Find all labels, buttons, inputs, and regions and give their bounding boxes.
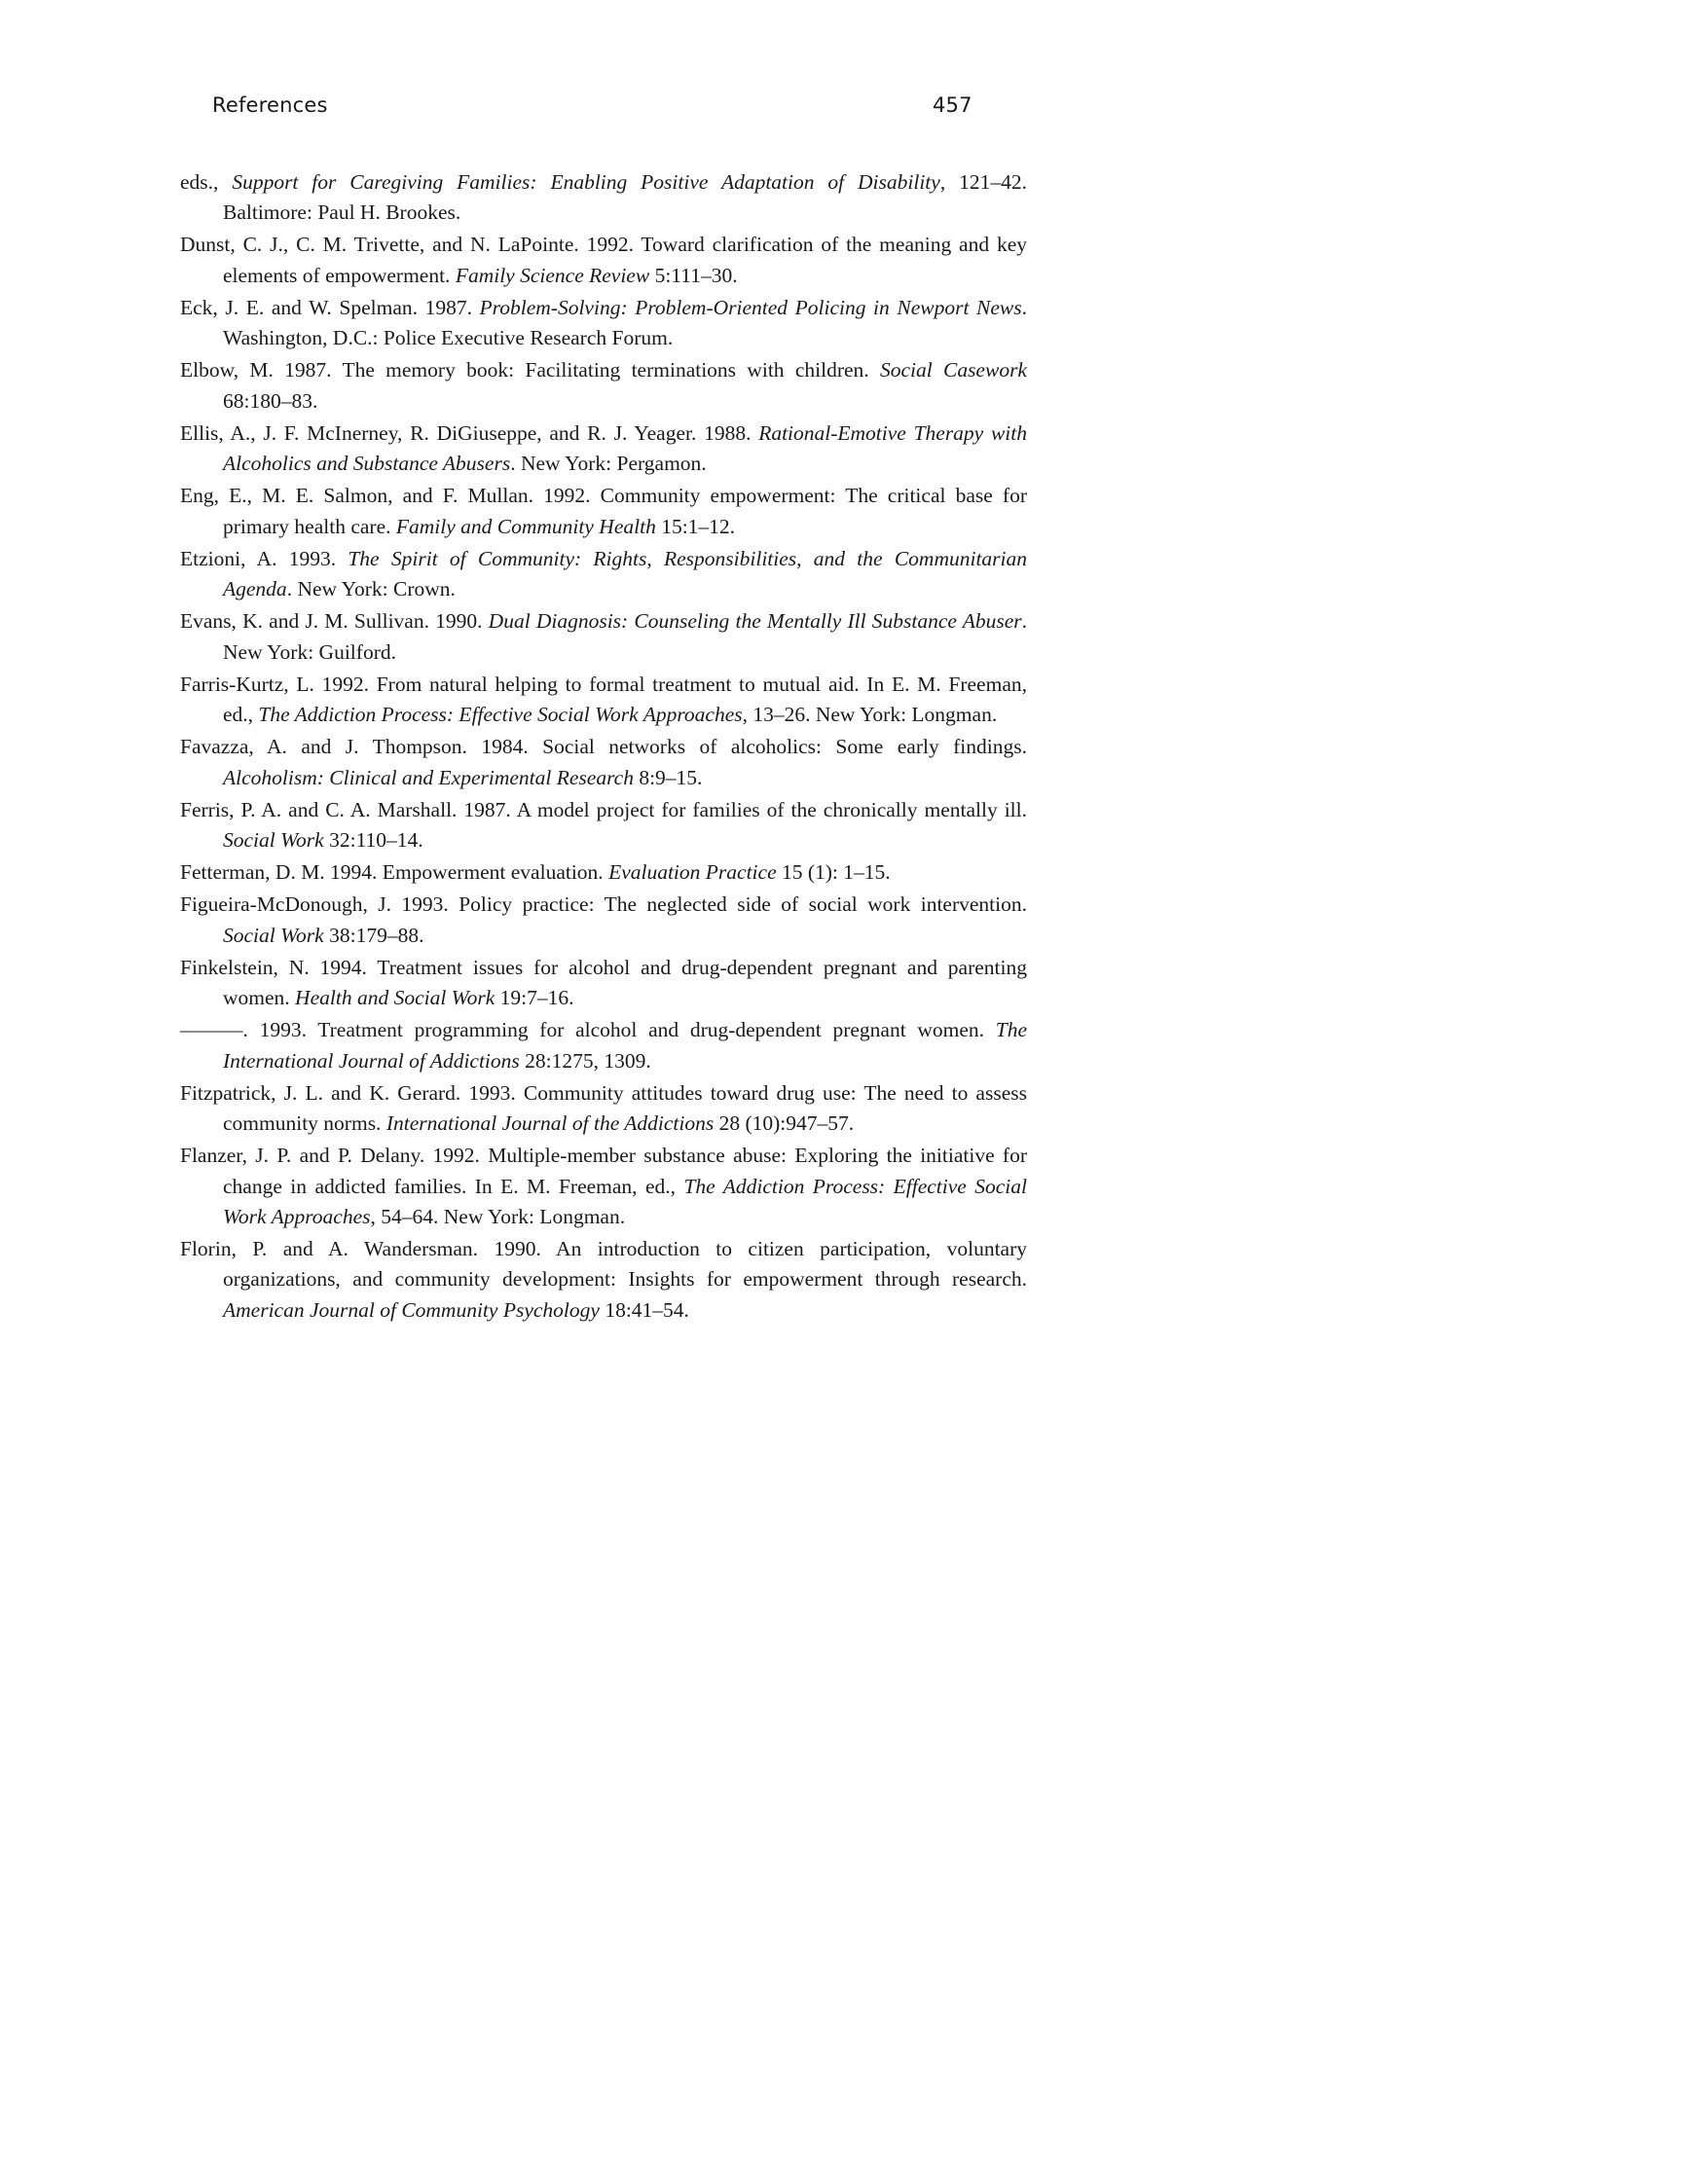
reference-title-italic: Family and Community Health xyxy=(395,514,656,538)
reference-text: 19:7–16. xyxy=(495,986,574,1010)
reference-entry xyxy=(180,953,1027,1014)
reference-entry xyxy=(180,544,1027,605)
reference-entry xyxy=(180,355,1027,417)
reference-text: 28:1275, 1309. xyxy=(519,1048,651,1073)
reference-text: 68:180–83. xyxy=(223,388,318,413)
reference-entry xyxy=(180,857,1027,888)
reference-title-italic: The International Journal of Addictions xyxy=(223,1018,1027,1073)
reference-text: Dunst, C. J., C. M. Trivette, and N. LaPointe. 1992. Toward clarification of the meaning and key elements of empowerment. xyxy=(180,233,1027,287)
reference-title-italic: Social Work xyxy=(223,828,324,853)
reference-text: . New York: Guilford. xyxy=(223,609,1027,664)
reference-entry xyxy=(180,1234,1027,1326)
reference-title-italic: Evaluation Practice xyxy=(608,860,777,885)
reference-text: 15 (1): 1–15. xyxy=(776,860,891,885)
reference-text: 15:1–12. xyxy=(655,514,736,538)
reference-text: Fetterman, D. M. 1994. Empowerment evaluation. xyxy=(180,860,609,885)
reference-entry xyxy=(180,419,1027,480)
reference-entry xyxy=(180,732,1027,793)
reference-text: Florin, P. and A. Wandersman. 1990. An introduction to citizen participation, voluntary organizations, and community development: Insights for empowerment through research. xyxy=(180,1236,1027,1292)
reference-title-italic: Alcoholism: Clinical and Experimental Research xyxy=(223,765,634,789)
reference-entry xyxy=(180,1015,1027,1076)
running-head-title: References xyxy=(212,93,328,117)
reference-title-italic: Social Casework xyxy=(879,358,1027,382)
reference-text: . New York: Pergamon. xyxy=(510,452,707,476)
reference-text: 5:111–30. xyxy=(649,263,738,287)
reference-title-italic: Health and Social Work xyxy=(295,986,495,1010)
reference-text: , 121–42. Baltimore: Paul H. Brookes. xyxy=(223,170,1027,225)
reference-title-italic: Rational-Emotive Therapy with Alcoholics and Substance Abusers xyxy=(223,420,1027,476)
page-number: 457 xyxy=(933,93,972,117)
reference-text: . Washington, D.C.: Police Executive Research Forum. xyxy=(223,295,1027,350)
reference-text: Fitzpatrick, J. L. and K. Gerard. 1993. Community attitudes toward drug use: The need to assess community norms. xyxy=(180,1080,1027,1136)
reference-title-italic: Problem-Solving: Problem-Oriented Policing in Newport News xyxy=(479,295,1022,319)
reference-text: Ellis, A., J. F. McInerney, R. DiGiuseppe, and R. J. Yeager. 1988. xyxy=(180,420,759,445)
reference-entry xyxy=(180,481,1027,542)
reference-text: Finkelstein, N. 1994. Treatment issues for alcohol and drug-dependent pregnant and parenting women. xyxy=(180,955,1027,1010)
reference-title-italic: International Journal of the Addictions xyxy=(385,1111,715,1136)
reference-text: 18:41–54. xyxy=(599,1297,689,1322)
reference-text: Etzioni, A. 1993. xyxy=(180,546,349,570)
reference-text: 8:9–15. xyxy=(633,765,703,789)
reference-text: Favazza, A. and J. Thompson. 1984. Social networks of alcoholics: Some early findings. xyxy=(180,735,1027,759)
reference-title-italic: American Journal of Community Psychology xyxy=(223,1297,600,1322)
reference-text: ———. 1993. Treatment programming for alcohol and drug-dependent pregnant women. xyxy=(180,1018,996,1042)
reference-entry xyxy=(180,670,1027,731)
reference-entry xyxy=(180,606,1027,668)
reference-title-italic: Family Science Review xyxy=(455,263,650,287)
reference-text: 38:179–88. xyxy=(323,923,424,947)
reference-text: Evans, K. and J. M. Sullivan. 1990. xyxy=(180,609,489,634)
reference-entry xyxy=(180,890,1027,951)
reference-entry xyxy=(180,230,1027,291)
reference-text: Elbow, M. 1987. The memory book: Facilitating terminations with children. xyxy=(180,358,880,382)
reference-text: Farris-Kurtz, L. 1992. From natural helping to formal treatment to mutual aid. In E. M. Freeman, ed., xyxy=(180,672,1027,727)
running-head xyxy=(212,93,1478,117)
reference-entry xyxy=(180,795,1027,856)
reference-text: eds., xyxy=(180,170,233,194)
reference-entry xyxy=(180,1141,1027,1232)
reference-text: 28 (10):947–57. xyxy=(714,1111,855,1136)
reference-text: , 13–26. New York: Longman. xyxy=(742,703,998,727)
reference-text: Eng, E., M. E. Salmon, and F. Mullan. 1992. Community empowerment: The critical base for primary health care. xyxy=(180,484,1027,538)
reference-title-italic: Support for Caregiving Families: Enabling Positive Adaptation of Disability xyxy=(232,170,940,194)
reference-text: , 54–64. New York: Longman. xyxy=(370,1204,626,1228)
reference-title-italic: Social Work xyxy=(223,923,324,947)
reference-text: . New York: Crown. xyxy=(286,577,456,601)
reference-entry xyxy=(180,167,1027,229)
reference-title-italic: The Addiction Process: Effective Social Work Approaches xyxy=(258,703,743,727)
reference-text: 32:110–14. xyxy=(323,828,423,853)
reference-entry xyxy=(180,293,1027,354)
reference-title-italic: The Addiction Process: Effective Social Work Approaches xyxy=(223,1174,1028,1228)
reference-title-italic: Dual Diagnosis: Counseling the Mentally Ill Substance Abuser xyxy=(488,609,1022,634)
reference-text: Flanzer, J. P. and P. Delany. 1992. Multiple-member substance abuse: Exploring the initiative for change in addicted families. In E. M. Freeman, ed., xyxy=(180,1144,1027,1198)
reference-text: Figueira-McDonough, J. 1993. Policy practice: The neglected side of social work intervention. xyxy=(180,892,1027,917)
reference-text: Ferris, P. A. and C. A. Marshall. 1987. A model project for families of the chronically mentally ill. xyxy=(180,797,1027,821)
reference-entry xyxy=(180,1078,1027,1140)
reference-title-italic: The Spirit of Community: Rights, Responsibilities, and the Communitarian Agenda xyxy=(223,546,1028,601)
reference-list xyxy=(180,167,1027,1328)
reference-text: Eck, J. E. and W. Spelman. 1987. xyxy=(180,295,480,319)
